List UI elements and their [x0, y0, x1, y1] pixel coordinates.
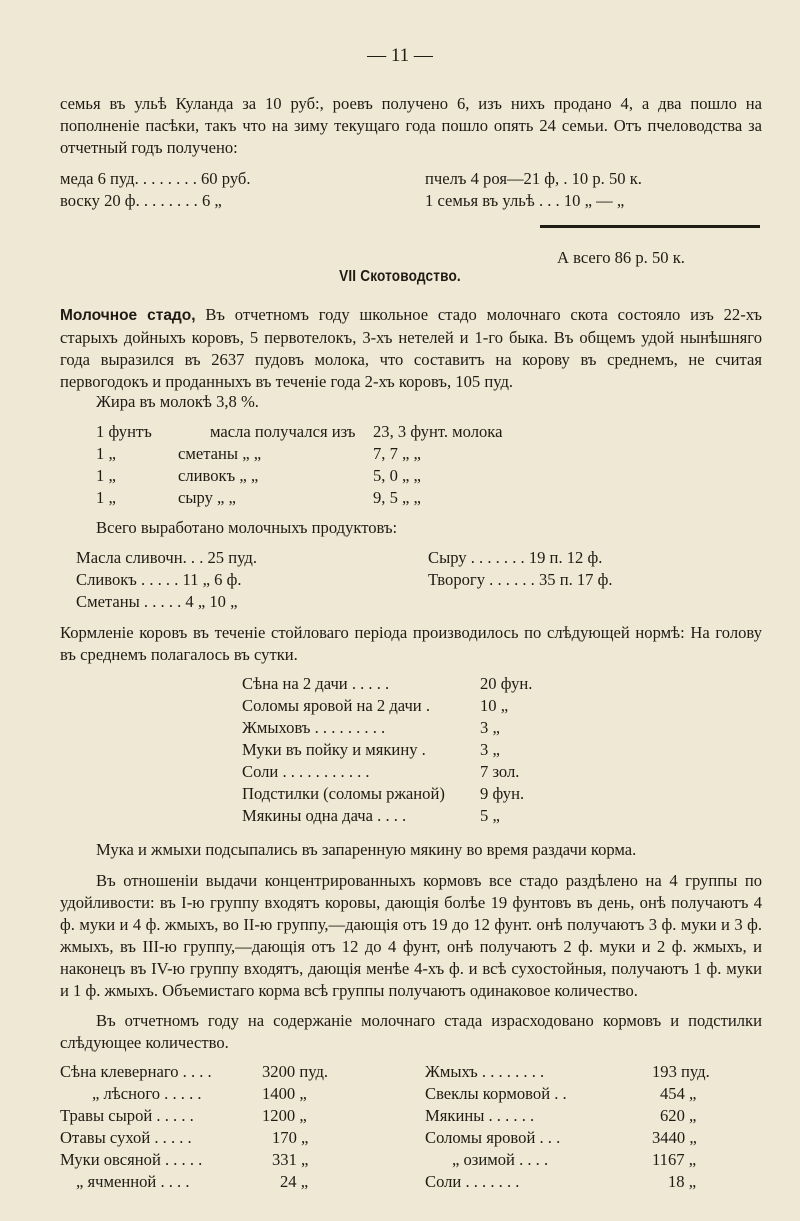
bees-income-right-1: пчелъ 4 роя—21 ф, . 10 р. 50 к. — [425, 169, 642, 188]
consumption-right-item-3: Мякины . . . . . . — [425, 1106, 535, 1125]
product-left-2: Сливокъ . . . . . 11 „ 6 ф. — [76, 570, 242, 589]
consumption-paragraph: Въ отчетномъ году на содержаніе молочнаго стада израсходовано кормовъ и подстилки слѣдующее количество. — [60, 1011, 762, 1052]
dairy-paragraph — [60, 304, 762, 393]
consumption-right-amount-6: 18 „ — [668, 1172, 697, 1191]
dairy-lead: Молочное стадо, — [60, 307, 196, 324]
fat-line: Жира въ молокѣ 3,8 %. — [96, 392, 259, 411]
consumption-left-item-5: Муки овсяной . . . . . — [60, 1150, 203, 1169]
yield-product-2: сметаны „ „ — [178, 444, 262, 463]
ration-amount-6: 9 фун. — [480, 784, 525, 803]
page-number: — 11 — — [367, 45, 433, 66]
consumption-left-amount-1: 3200 пуд. — [262, 1062, 329, 1081]
bees-income-left-1: меда 6 пуд. . . . . . . . 60 руб. — [60, 169, 251, 188]
ration-amount-5: 7 зол. — [480, 762, 520, 781]
ration-amount-7: 5 „ — [480, 806, 500, 825]
yield-value-2: 7, 7 „ „ — [373, 444, 421, 463]
consumption-left-amount-2: 1400 „ — [262, 1084, 307, 1103]
ration-amount-2: 10 „ — [480, 696, 509, 715]
yield-product-4: сыру „ „ — [178, 488, 236, 507]
products-heading: Всего выработано молочныхъ продуктовъ: — [96, 518, 398, 537]
ration-item-2: Соломы яровой на 2 дачи . — [242, 696, 430, 715]
consumption-left-amount-6: 24 „ — [280, 1172, 309, 1191]
consumption-right-item-6: Соли . . . . . . . — [425, 1172, 520, 1191]
consumption-left-item-3: Травы сырой . . . . . — [60, 1106, 194, 1125]
consumption-right-item-5: „ озимой . . . . — [452, 1150, 549, 1169]
consumption-right-item-2: Свеклы кормовой . . — [425, 1084, 567, 1103]
bees-total: А всего 86 р. 50 к. — [557, 248, 685, 267]
consumption-right-item-1: Жмыхъ . . . . . . . . — [425, 1062, 545, 1081]
total-rule — [540, 225, 760, 228]
ration-item-4: Муки въ пойку и мякину . — [242, 740, 426, 759]
product-left-1: Масла сливочн. . . 25 пуд. — [76, 548, 257, 567]
ration-amount-4: 3 „ — [480, 740, 500, 759]
consumption-left-item-4: Отавы сухой . . . . . — [60, 1128, 192, 1147]
consumption-right-amount-2: 454 „ — [660, 1084, 697, 1103]
feeding-paragraph: Кормленіе коровъ въ теченіе стойловаго періода производилось по слѣдующей нормѣ: На голову въ среднемъ полагалось въ сутки. — [60, 623, 762, 664]
consumption-right-item-4: Соломы яровой . . . — [425, 1128, 561, 1147]
yield-value-3: 5, 0 „ „ — [373, 466, 421, 485]
yield-qty-2: 1 „ — [96, 444, 116, 463]
consumption-left-amount-4: 170 „ — [272, 1128, 309, 1147]
bees-income-left-2: воску 20 ф. . . . . . . . 6 „ — [60, 191, 222, 210]
ration-amount-1: 20 фун. — [480, 674, 533, 693]
ration-item-6: Подстилки (соломы ржаной) — [242, 784, 445, 803]
product-left-3: Сметаны . . . . . 4 „ 10 „ — [76, 592, 238, 611]
ration-item-7: Мякины одна дача . . . . — [242, 806, 407, 825]
consumption-left-item-2: „ лѣсного . . . . . — [92, 1084, 202, 1103]
product-right-1: Сыру . . . . . . . 19 п. 12 ф. — [428, 548, 603, 567]
yield-value-4: 9, 5 „ „ — [373, 488, 421, 507]
dairy-text: Въ отчетномъ году школьное стадо молочнаго скота состояло изъ 22-хъ старыхъ дойныхъ коровъ, 5 первотелокъ, 3-хъ нетелей и 1-го быка. Въ общемъ удой нынѣшняго года выразился въ 2637 пудовъ молока, что составитъ на корову въ среднемъ, не считая первогодокъ и проданныхъ въ теченіе года 2-хъ коровъ, 105 пуд. — [60, 305, 762, 391]
yield-qty-4: 1 „ — [96, 488, 116, 507]
consumption-left-item-6: „ ячменной . . . . — [76, 1172, 190, 1191]
consumption-left-amount-3: 1200 „ — [262, 1106, 307, 1125]
consumption-right-amount-4: 3440 „ — [652, 1128, 697, 1147]
consumption-left-amount-5: 331 „ — [272, 1150, 309, 1169]
consumption-right-amount-3: 620 „ — [660, 1106, 697, 1125]
groups-paragraph: Въ отношеніи выдачи концентрированныхъ кормовъ все стадо раздѣлено на 4 группы по удойливости: въ I-ю группу входятъ коровы, дающія болѣе 19 фунтовъ въ день, онѣ получаютъ 4 ф. муки и 4 ф. жмыхъ, во II-ю группу,—дающія отъ 19 до 12 фунт. онѣ получаютъ 3 ф. муки и 3 ф. жмыхъ, въ III-ю группу,—дающія отъ 12 до 4 фунт, онѣ получаютъ 2 ф. муки и 2 ф. жмыхъ, и наконецъ въ IV-ю группу входятъ, дающія менѣе 4-хъ ф. и всѣ сухостойныя, получаютъ 1 ф. муки и 1 ф. жмыхъ. Объемистаго корма всѣ группы получаютъ одинаковое количество. — [60, 871, 762, 1000]
consumption-right-amount-5: 1167 „ — [652, 1150, 697, 1169]
ration-item-5: Соли . . . . . . . . . . . — [242, 762, 370, 781]
yield-qty-1: 1 фунтъ — [96, 422, 152, 441]
consumption-left-item-1: Сѣна клевернаго . . . . — [60, 1062, 212, 1081]
ration-item-3: Жмыховъ . . . . . . . . . — [242, 718, 386, 737]
product-right-2: Творогу . . . . . . 35 п. 17 ф. — [428, 570, 613, 589]
ration-item-1: Сѣна на 2 дачи . . . . . — [242, 674, 390, 693]
bees-income-right-2: 1 семья въ ульѣ . . . 10 „ — „ — [425, 191, 625, 210]
yield-value-1: 23, 3 фунт. молока — [373, 422, 503, 441]
consumption-right-amount-1: 193 пуд. — [652, 1062, 710, 1081]
mixing-paragraph: Мука и жмыхи подсыпались въ запаренную мякину во время раздачи корма. — [96, 840, 637, 859]
yield-qty-3: 1 „ — [96, 466, 116, 485]
section-heading: VII Скотоводство. — [339, 268, 461, 285]
intro-paragraph: семья въ ульѣ Куланда за 10 руб:, роевъ получено 6, изъ нихъ продано 4, а два пошло на пополненіе пасѣки, такъ что на зиму текущаго года пошло опять 24 семьи. Отъ пчеловодства за отчетный годъ получено: — [60, 94, 762, 157]
ration-amount-3: 3 „ — [480, 718, 500, 737]
yield-product-1: масла получался изъ — [210, 422, 356, 441]
yield-product-3: сливокъ „ „ — [178, 466, 259, 485]
